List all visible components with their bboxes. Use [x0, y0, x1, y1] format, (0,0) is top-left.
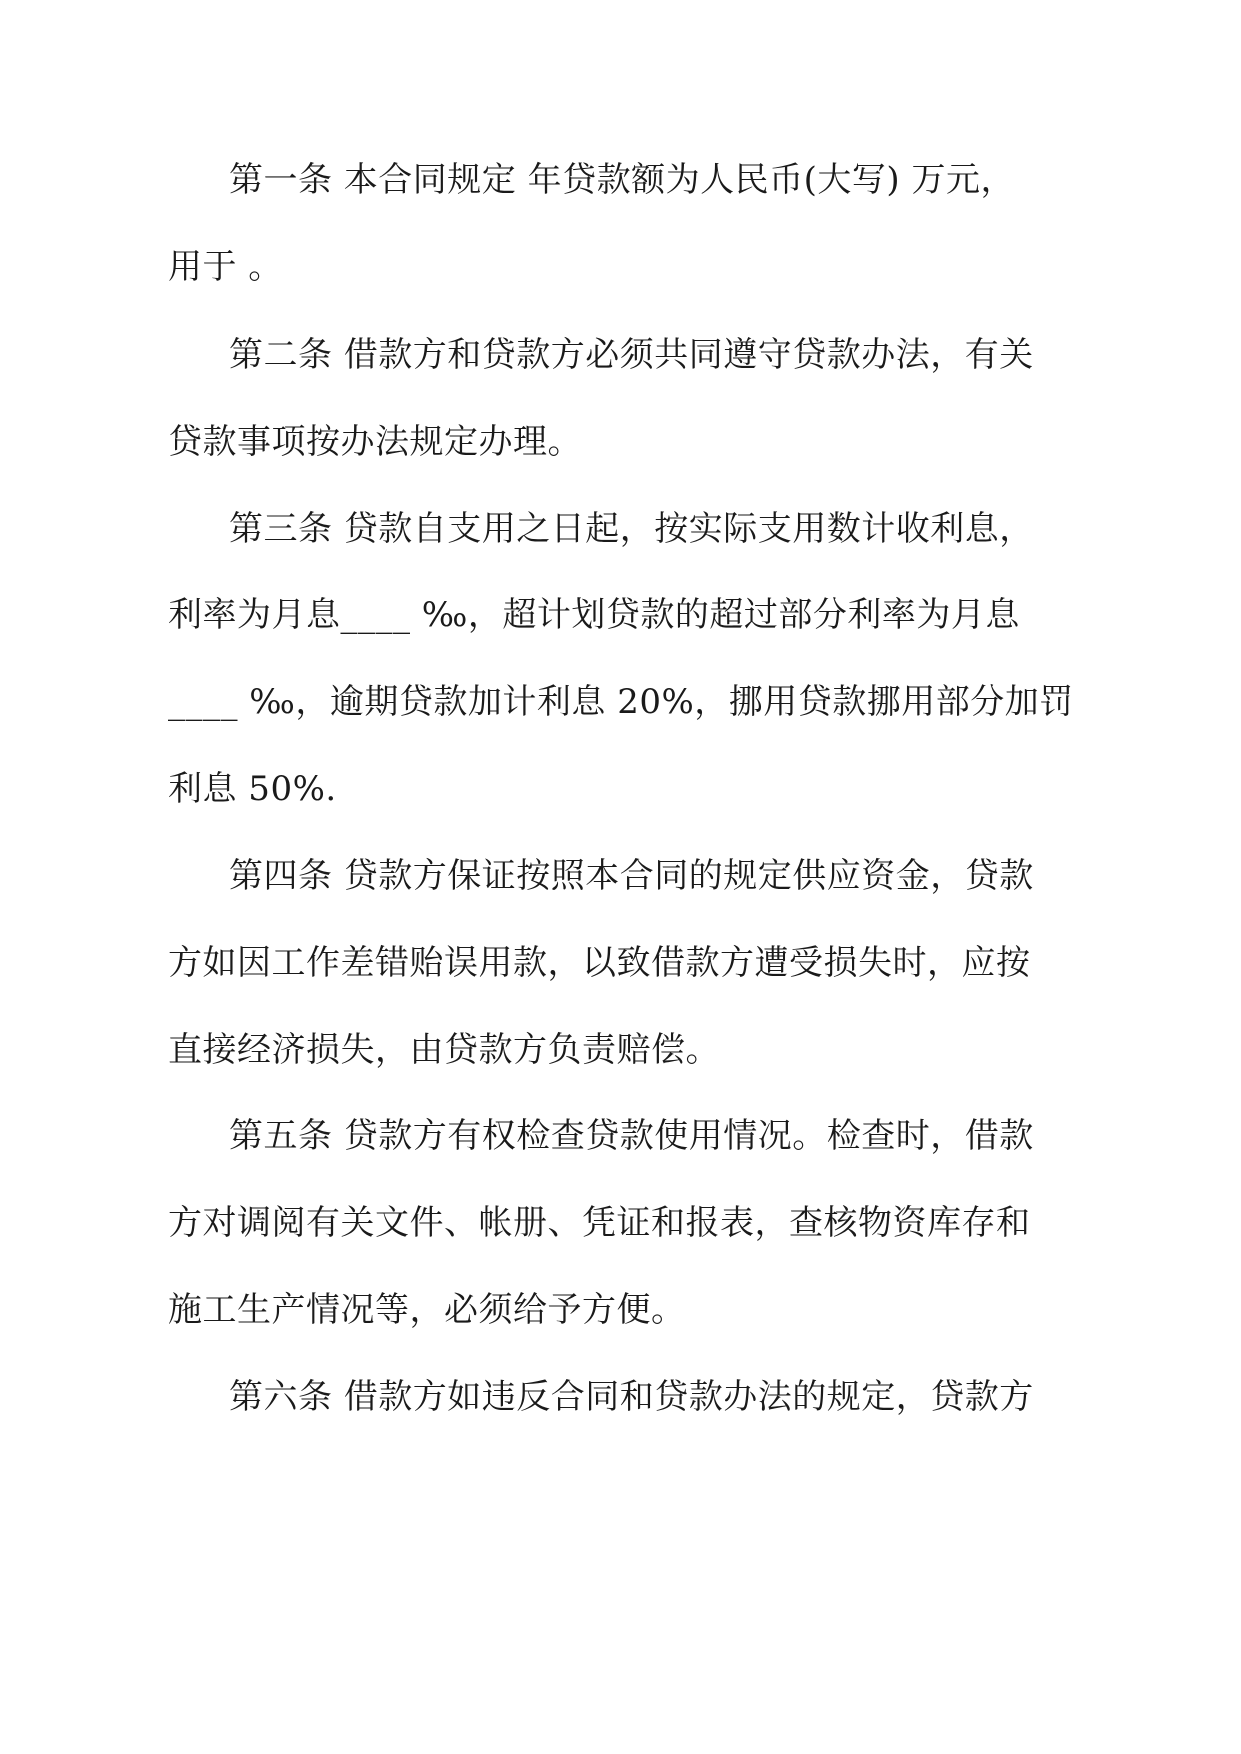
article-5-line-2: 方对调阅有关文件、帐册、凭证和报表，查核物资库存和 [168, 1203, 1031, 1243]
article-5-line-1: 第五条 贷款方有权检查贷款使用情况。检查时，借款 [229, 1116, 1034, 1156]
article-1-line-1: 第一条 本合同规定 年贷款额为人民币(大写) 万元， [229, 160, 1015, 200]
article-4-line-3: 直接经济损失，由贷款方负责赔偿。 [168, 1030, 720, 1070]
article-2-line-2: 贷款事项按办法规定办理。 [168, 422, 582, 462]
article-2-line-1: 第二条 借款方和贷款方必须共同遵守贷款办法，有关 [229, 335, 1034, 375]
article-3-line-4: 利息 50%. [168, 769, 337, 809]
article-6-line-1: 第六条 借款方如违反合同和贷款办法的规定，贷款方 [229, 1377, 1034, 1417]
article-1-line-2: 用于 。 [168, 247, 283, 287]
article-4-line-1: 第四条 贷款方保证按照本合同的规定供应资金，贷款 [229, 856, 1034, 896]
article-3-line-3: ____ ‰，逾期贷款加计利息 20%，挪用贷款挪用部分加罚 [168, 682, 1074, 722]
article-3-line-2: 利率为月息____ ‰，超计划贷款的超过部分利率为月息 [168, 595, 1020, 635]
article-4-line-2: 方如因工作差错贻误用款，以致借款方遭受损失时，应按 [168, 943, 1031, 983]
article-3-line-1: 第三条 贷款自支用之日起，按实际支用数计收利息， [229, 509, 1034, 549]
article-5-line-3: 施工生产情况等，必须给予方便。 [168, 1290, 686, 1330]
